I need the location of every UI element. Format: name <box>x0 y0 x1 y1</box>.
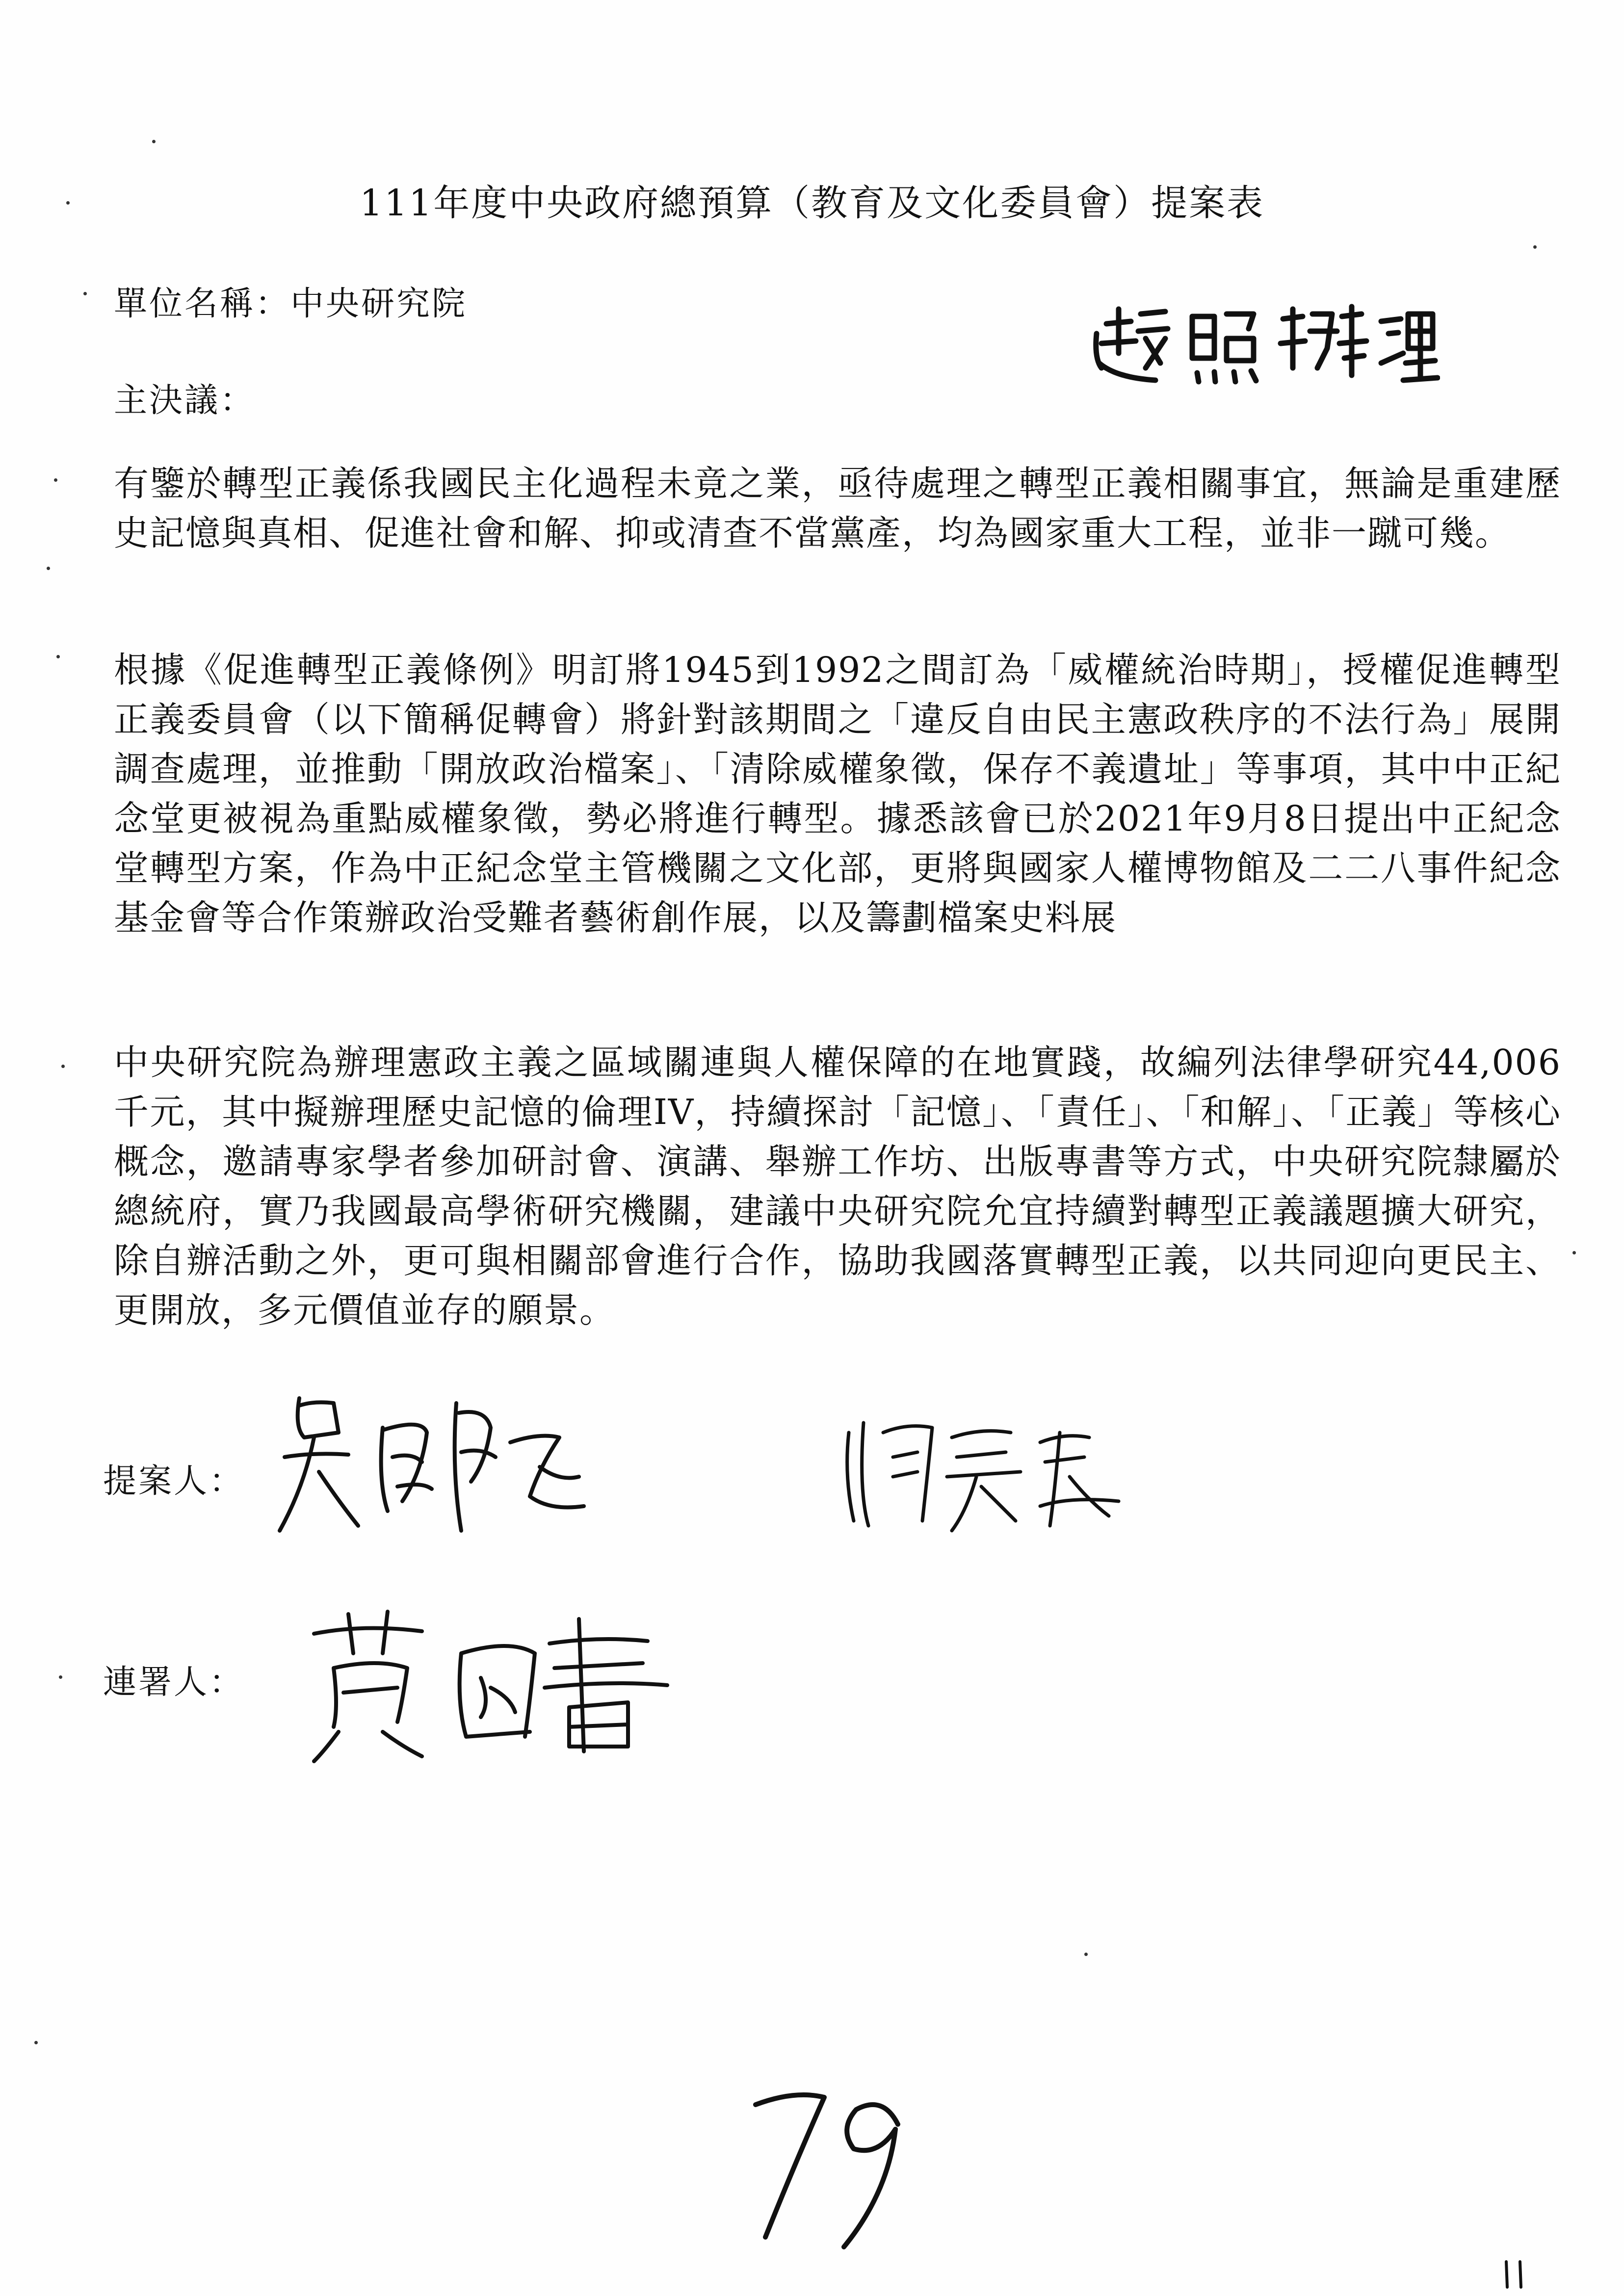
scan-speck <box>59 1675 62 1679</box>
scan-speck <box>1533 245 1537 249</box>
unit-name: 單位名稱：中央研究院 <box>114 285 468 323</box>
scan-speck <box>83 292 87 295</box>
scan-speck <box>34 2041 38 2044</box>
page-number-text <box>927 2075 928 2076</box>
scan-speck <box>56 655 60 658</box>
paragraph-1: 有鑒於轉型正義係我國民主化過程未竟之業，亟待處理之轉型正義相關事宜，無論是重建歷史記憶與真相、促進社會和解、抑或清查不當黨產，均為國家重大工程，並非一蹴可幾。 <box>114 463 1561 553</box>
scan-speck <box>54 478 57 482</box>
proposer-signature-1 <box>265 1383 618 1560</box>
cosigner-label: 連署人： <box>103 1663 245 1702</box>
cosigner-signature <box>304 1590 716 1766</box>
resolution-label: 主決議： <box>114 381 256 420</box>
proposer-signature-2 <box>834 1403 1148 1550</box>
paragraph-3: 中央研究院為辦理憲政主義之區域關連與人權保障的在地實踐，故編列法律學研究44,006千元，其中擬辦理歷史記憶的倫理IV，持續探討「記憶」、「責任」、「和解」、「正義」等核心概念，邀請專家學者參加研討會、演講、舉辦工作坊、出版專書等方式，中央研究院隸屬於總統府，實乃我國最高學術研究機關，建議中央研究院允宜持續對轉型正義議題擴大研究，除自辦活動之外，更可與相關部會進行合作，協助我國落實轉型正義，以共同迎向更民主、更開放，多元價值並存的願景。 <box>114 1042 1561 1331</box>
scan-speck <box>47 567 50 570</box>
scan-speck <box>1084 1953 1088 1956</box>
scan-speck <box>66 201 70 205</box>
approval-stamp <box>1087 294 1440 392</box>
corner-mark <box>1496 2257 1531 2291</box>
scan-speck <box>1572 1251 1576 1254</box>
scan-speck <box>61 1065 65 1068</box>
document-title: 111年度中央政府總預算（教育及文化委員會）提案表 <box>359 182 1265 224</box>
proposer-label: 提案人： <box>103 1462 245 1501</box>
page-number <box>721 2075 927 2262</box>
approval-stamp-text <box>1440 294 1441 295</box>
paragraph-2: 根據《促進轉型正義條例》明訂將1945到1992之間訂為「威權統治時期」，授權促進轉型正義委員會（以下簡稱促轉會）將針對該期間之「違反自由民主憲政秩序的不法行為」展開調查處理，並推動「開放政治檔案」、「清除威權象徵，保存不義遺址」等事項，其中中正紀念堂更被視為重點威權象徵，勢必將進行轉型。據悉該會已於2021年9月8日提出中正紀念堂轉型方案，作為中正紀念堂主管機關之文化部，更將與國家人權博物館及二二八事件紀念基金會等合作策辦政治受難者藝術創作展，以及籌劃檔案史料展 <box>114 650 1561 938</box>
scan-speck <box>152 140 156 143</box>
